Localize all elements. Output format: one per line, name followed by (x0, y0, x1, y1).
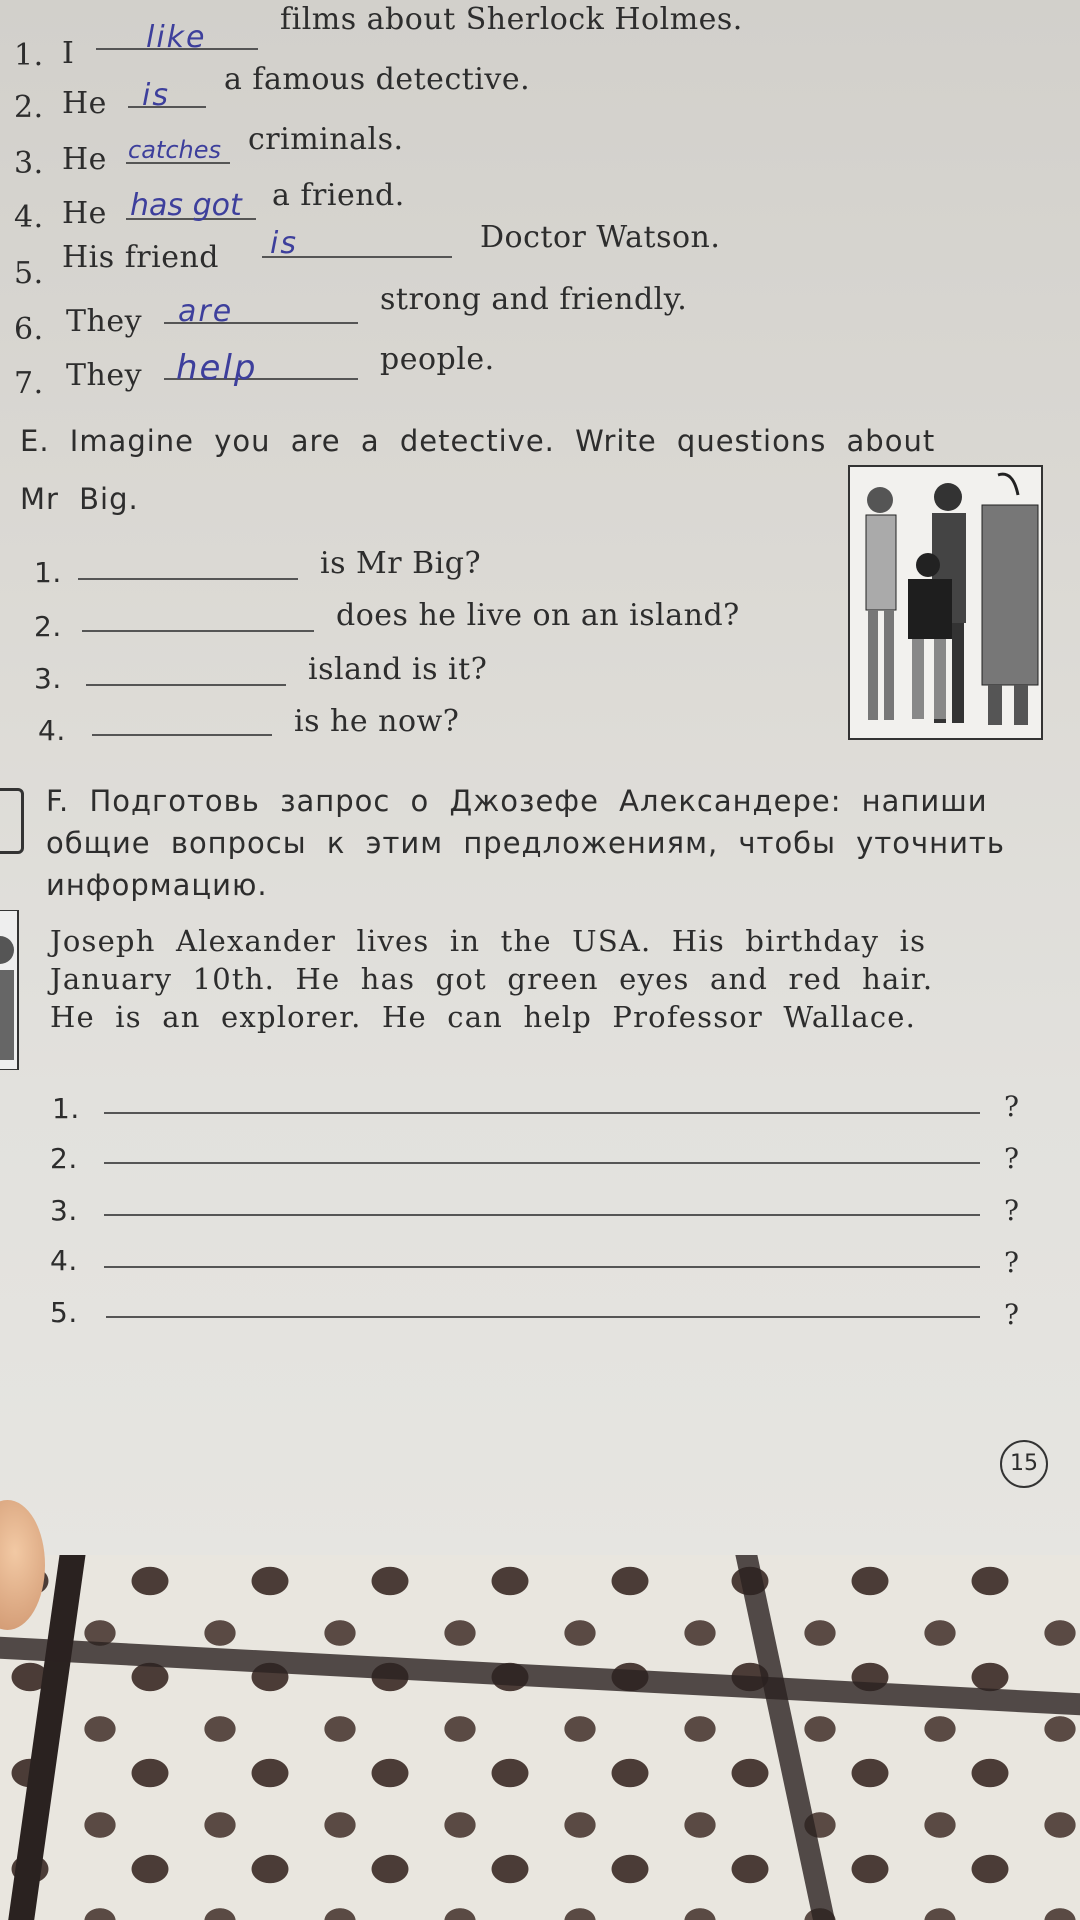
item-number: 7. (14, 366, 44, 401)
item-prefix: His friend (62, 240, 220, 275)
item-prefix: He (62, 196, 107, 231)
answer-line (104, 1112, 980, 1114)
item-prefix: They (66, 358, 143, 393)
item-number: 4. (14, 200, 44, 235)
item-suffix: people. (380, 342, 495, 377)
answer-line (104, 1266, 980, 1268)
section-f-heading-cont: общие вопросы к этим предложениям, чтобы уточнить (46, 826, 1005, 860)
joseph-text-line: He is an explorer. He can help Professor Wallace. (50, 1000, 917, 1034)
item-number: 2. (14, 90, 44, 125)
item-number: 5. (14, 256, 44, 291)
handwritten-answer: are (178, 294, 234, 329)
answer-number: 5. (50, 1296, 78, 1329)
handwritten-answer: catches (128, 136, 221, 164)
item-suffix: films about Sherlock Holmes. (280, 2, 743, 37)
question-mark: ? (1004, 1246, 1020, 1279)
question-suffix: is he now? (294, 704, 460, 739)
answer-number: 4. (50, 1244, 78, 1277)
item-number: 3. (14, 146, 44, 181)
joseph-text-line: January 10th. He has got green eyes and red hair. (50, 962, 934, 996)
page-number: 15 (1000, 1440, 1048, 1488)
blanket-background (0, 1555, 1080, 1920)
answer-line (104, 1162, 980, 1164)
answer-line (92, 734, 272, 736)
item-number: 4. (38, 714, 66, 747)
answer-line (82, 630, 314, 632)
question-suffix: island is it? (308, 652, 488, 687)
question-suffix: is Mr Big? (320, 546, 482, 581)
detectives-illustration (848, 465, 1043, 740)
answer-number: 3. (50, 1194, 78, 1227)
item-suffix: a famous detective. (224, 62, 531, 97)
item-prefix: They (66, 304, 143, 339)
handwritten-answer: like (146, 20, 207, 55)
question-suffix: does he live on an island? (336, 598, 740, 633)
answer-number: 1. (52, 1092, 80, 1125)
handwritten-answer: is (142, 78, 170, 113)
item-suffix: a friend. (272, 178, 405, 213)
question-mark: ? (1004, 1194, 1020, 1227)
item-prefix: He (62, 86, 107, 121)
item-suffix: criminals. (248, 122, 404, 157)
section-e-heading-cont: Mr Big. (20, 482, 139, 516)
item-suffix: strong and friendly. (380, 282, 688, 317)
item-number: 1. (34, 556, 62, 589)
joseph-text-line: Joseph Alexander lives in the USA. His birthday is (50, 924, 927, 958)
section-marker (0, 788, 24, 854)
question-mark: ? (1004, 1090, 1020, 1123)
item-number: 6. (14, 312, 44, 347)
handwritten-answer: has got (130, 188, 242, 223)
item-number: 2. (34, 610, 62, 643)
item-suffix: Doctor Watson. (480, 220, 721, 255)
section-f-heading: F. Подготовь запрос о Джозефе Александере: напиши (46, 784, 988, 818)
question-mark: ? (1004, 1298, 1020, 1331)
answer-line (106, 1316, 980, 1318)
item-prefix: I (62, 36, 75, 71)
portrait-illustration (0, 910, 20, 1070)
answer-line (78, 578, 298, 580)
handwritten-answer: is (270, 226, 298, 261)
answer-line (86, 684, 286, 686)
answer-line (104, 1214, 980, 1216)
handwritten-answer: help (176, 348, 258, 388)
section-e-heading: E. Imagine you are a detective. Write questions about (20, 424, 936, 458)
item-number: 1. (14, 38, 44, 73)
section-f-heading-cont: информацию. (46, 868, 268, 902)
item-number: 3. (34, 662, 62, 695)
question-mark: ? (1004, 1142, 1020, 1175)
item-prefix: He (62, 142, 107, 177)
answer-number: 2. (50, 1142, 78, 1175)
